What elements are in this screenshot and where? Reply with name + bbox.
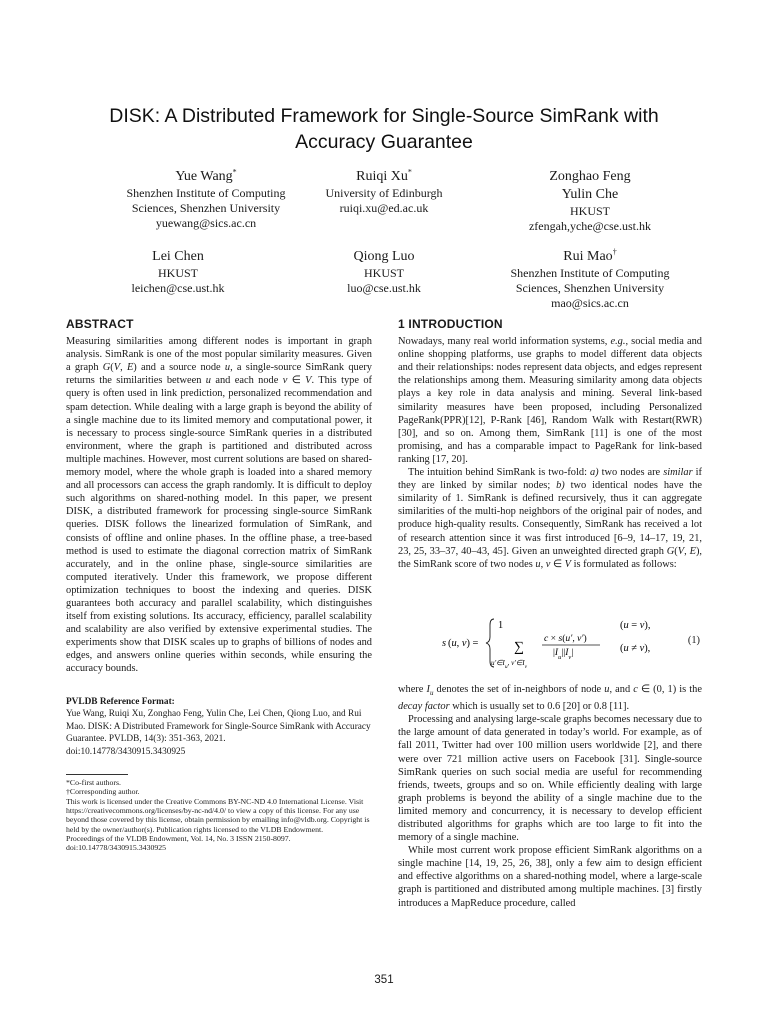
author-affiliation: Sciences, Shenzhen University <box>131 201 281 215</box>
author-lei-chen <box>78 248 278 296</box>
author-ruiqi-xu <box>284 168 484 216</box>
footnote: doi:10.14778/3430915.3430925 <box>66 843 167 853</box>
author-email: yuewang@sics.ac.cn <box>155 216 257 230</box>
equation-svg <box>398 615 702 671</box>
svg-text:(u ≠ v),: (u ≠ v), <box>620 643 651 654</box>
page-number: 351 <box>374 974 394 986</box>
svg-text:(u = v),: (u = v), <box>620 620 651 631</box>
author-name: Rui Mao <box>563 249 613 264</box>
author-affiliation: HKUST <box>157 266 198 280</box>
reference-format-text: Yue Wang, Ruiqi Xu, Zonghao Feng, Yulin Che, Lei Chen, Qiong Luo, and Rui Mao. DISK: A Distributed Framework for Single-Source SimRank with Accuracy Guarantee. PVLDB, 14(3): 351-363, 2021. <box>66 709 371 745</box>
author-qiong-luo <box>284 248 484 296</box>
abstract-text: Measuring similarities among different nodes is important in graph analysis. SimRank is one of the most popular similarity measures. Given a graph G(V, E) and a source node u, a single-source SimRank query returns the similarities between u and each node v ∈ V. This type of query is often used in link prediction, personalized recommendation and spam detection. While dealing with a large graph is beyond the ability of a single machine due to its limited memory and computational power, it is necessary to process single-source SimRank queries in a distributed environment, where the graph is partitioned and distributed across multiple machines. However, most current solutions are based on shared-memory model, where the whole graph is loaded into a shared memory and all processors can access the graph randomly. It is difficult to deploy such algorithms on shared-nothing model. In this paper, we present DISK, a distributed framework for processing single-source SimRank queries. DISK follows the linearized formulation of SimRank, and consists of offline and online phases. In the offline phase, a tree-based method is used to estimate the diagonal correction matrix of SimRank accurately, and in the online phase, single-source similarities are computed iteratively. Under this framework, we propose different optimization techniques to boost the indexing and queries. DISK guarantees both accuracy and parallel scalability, which distinguishes itself from existing solutions. Its accuracy, efficiency, parallel scalability and scalability are also verified by extensive experimental studies. The experiments show that DISK scales up to graphs of billions of nodes and edges, and answers online queries within seconds, while ensuring the accuracy bounds. <box>66 336 372 675</box>
paper-title <box>40 103 728 155</box>
author-email: mao@sics.ac.cn <box>551 296 629 310</box>
svg-text:u′∈Iu, v′∈Iv: $u'\in I_u$, $v'\in I_v$ <box>491 659 528 670</box>
svg-text:∑: ∑ <box>514 640 524 655</box>
svg-text:|Iu||Iv|: $|I_u||I_v|$ <box>553 647 574 661</box>
svg-text:1: 1 <box>498 620 504 631</box>
svg-text:s: s <box>442 638 447 649</box>
author-mark: † <box>612 247 617 257</box>
author-affiliation: Sciences, Shenzhen University <box>515 281 665 295</box>
author-name: Ruiqi Xu <box>356 169 408 184</box>
right-column-bottom <box>398 683 702 910</box>
footnote: This work is licensed under the Creative Commons BY-NC-ND 4.0 International License. Visit https://creativecommons.org/licenses/by-nc-nd/4.0/ to view a copy of this license. For any use beyond those covered by this license, obtain permission by emailing info@vldb.org. Copyright is held by the owner/author(s). Publication rights licensed to the VLDB Endowment. <box>66 796 370 834</box>
author-email: leichen@cse.ust.hk <box>131 281 225 295</box>
reference-doi: doi:10.14778/3430915.3430925 <box>66 746 186 757</box>
author-mark: * <box>407 167 412 177</box>
intro-paragraph: The intuition behind SimRank is two-fold: a) two nodes are similar if they are linked by similar nodes; b) two identical nodes have the similarity of 1. SimRank is defined recursively, thus it can aggregate similarities of the multi-hop neighbors of the original pair of nodes, and produce high-quality results. Consequently, SimRank has received a lot of research attention since it was first introduced [6–9, 14–17, 19, 21, 23, 25, 33–37, 40–43, 45]. Given an unweighted directed graph G(V, E), the SimRank score of two nodes u, v ∈ V is formulated as follows: <box>398 467 702 570</box>
equation-number: (1) <box>687 635 700 646</box>
author-affiliation: Shenzhen Institute of Computing <box>510 266 670 280</box>
footnote: *Co-first authors. <box>66 778 122 788</box>
svg-text:(u, v) =: (u, v) = <box>448 638 479 649</box>
abstract-heading: ABSTRACT <box>66 317 134 331</box>
author-name: Zonghao Feng <box>549 169 631 184</box>
author-affiliation: HKUST <box>569 204 610 218</box>
author-feng-che <box>490 168 690 234</box>
author-name: Yue Wang <box>175 169 233 184</box>
title-line-1: DISK: A Distributed Framework for Single-Source SimRank with <box>109 105 659 127</box>
left-column <box>66 318 372 852</box>
intro-paragraph: where $I_u$ denotes the set of in-neighbors of node u, and c ∈ (0, 1) is the decay factor which is usually set to 0.6 [20] or 0.8 [11]. <box>398 684 702 713</box>
footnote: †Corresponding author. <box>66 787 140 797</box>
author-email: zfengah,yche@cse.ust.hk <box>528 219 651 233</box>
author-affiliation: Shenzhen Institute of Computing <box>126 186 286 200</box>
author-affiliation: University of Edinburgh <box>325 186 443 200</box>
footnote: Proceedings of the VLDB Endowment, Vol. 14, No. 3 ISSN 2150-8097. <box>66 833 291 843</box>
introduction-heading: 1 INTRODUCTION <box>398 317 503 331</box>
author-affiliation: HKUST <box>363 266 404 280</box>
intro-paragraph: Nowadays, many real world information systems, e.g., social media and online shopping platforms, use graphs to model different data objects and their relationships: nodes represent data objects, and edges represent the relationships among them. Measuring similarity among data objects plays a key role in data analysis and mining. Several link-based similarity measures have been proposed, including Personalized PageRank(PPR)[12], P-Rank [46], Random Walk with Restart(RWR)[30], and so on. Among them, SimRank [11] is one of the most promising, and has a comparable impact to PageRank for link-based ranking [17, 20]. <box>398 336 702 465</box>
author-name: Qiong Luo <box>353 249 415 264</box>
author-name: Lei Chen <box>152 249 204 264</box>
intro-paragraph: Processing and analysing large-scale graphs becomes necessary due to the large amount of data generated in today’s world. For example, as of fall 2011, Twitter had over 100 million users worldwide [2], and there were over 721 million active users on Facebook [31]. Single-source SimRank queries on such social media are useful for recommending friends, tweets, groups and so on. While efficiently dealing with large graph problems is beyond the ability of a single machine due to the limited memory and concurrency, it is necessary to develop efficient distributed algorithms for graphs which are too large to fit into the memory of a single machine. <box>398 714 702 844</box>
author-email: ruiqi.xu@ed.ac.uk <box>339 201 429 215</box>
svg-text:c × s(u′, v′): c × s(u′, v′) <box>544 633 587 644</box>
intro-paragraph: While most current work propose efficient SimRank algorithms on a single machine [14, 19, 25, 26, 38], only a few aim to design efficient and effective algorithms on a shared-nothing model, where a large-scale graph is partitioned and distributed among multiple machines. [3] firstly introduces a MapReduce procedure, called <box>398 845 702 909</box>
author-name: Yulin Che <box>561 187 619 202</box>
author-email: luo@cse.ust.hk <box>347 281 421 295</box>
author-rui-mao <box>480 248 700 311</box>
right-column-top <box>398 318 702 571</box>
author-mark: * <box>232 167 237 177</box>
reference-format-heading: PVLDB Reference Format: <box>66 696 175 707</box>
equation-1 <box>398 615 702 671</box>
title-line-2: Accuracy Guarantee <box>295 131 473 153</box>
footnote-rule <box>66 774 128 775</box>
